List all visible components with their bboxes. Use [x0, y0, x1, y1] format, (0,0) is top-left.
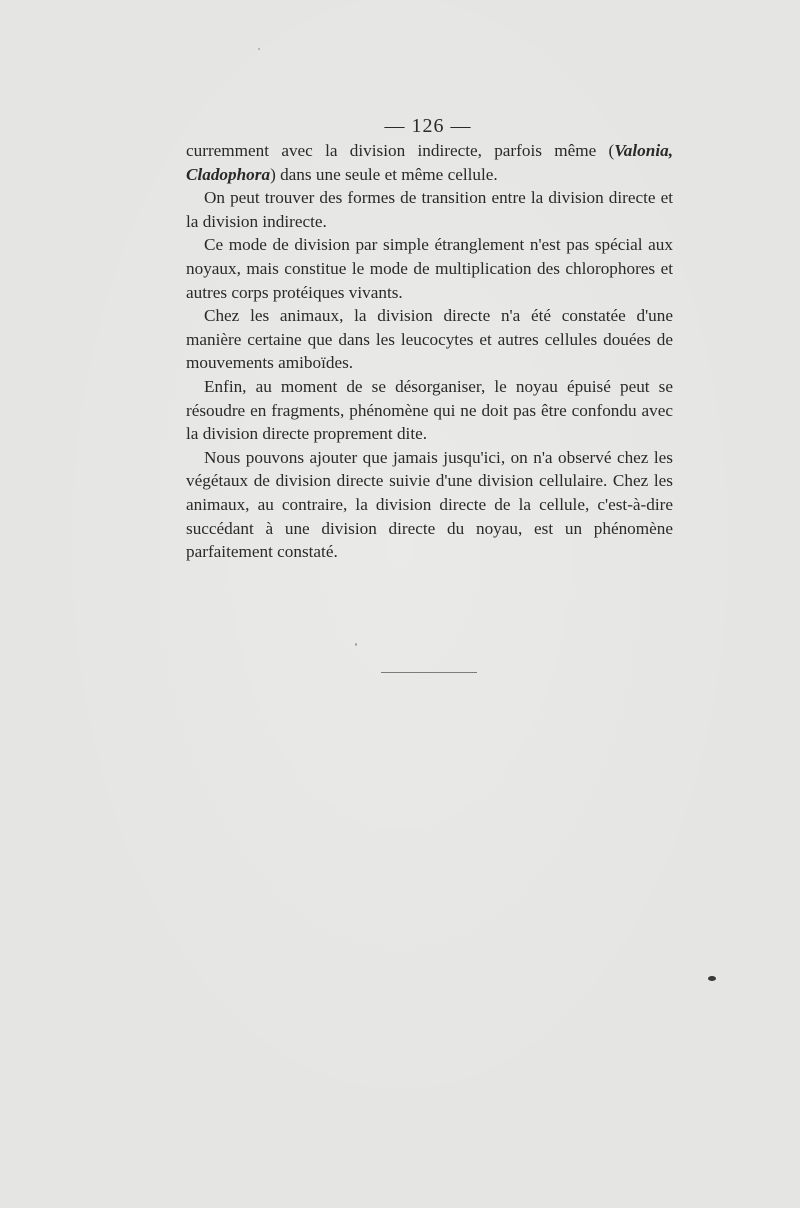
paragraph-2: On peut trouver des formes de transition entre la division directe et la division indirecte. [186, 188, 673, 231]
paragraph-1-text-before: curremment avec la division indirecte, parfois même ( [186, 141, 615, 160]
paragraph-6: Nous pouvons ajouter que jamais jusqu'ici, on n'a observé chez les végétaux de division directe suivie d'une division cellulaire. Chez les animaux, au contraire, la division directe de la cellule, c'est-à-dire succédant à une division directe du noyau, est un phénomène parfaitement constaté. [186, 447, 673, 562]
ink-speck [708, 976, 716, 981]
ink-speck [258, 48, 260, 50]
page-number: — 126 — [384, 115, 472, 137]
ink-speck [355, 643, 357, 646]
body-text [186, 139, 673, 564]
paragraph-1-text-after: ) dans une seule et même cellule. [270, 164, 498, 184]
paragraph-4: Chez les animaux, la division directe n'a été constatée d'une manière certaine que dans les leucocytes et autres cellules douées de mouvements amiboïdes. [186, 306, 673, 373]
end-rule-divider [381, 672, 477, 673]
paragraph-1 [186, 139, 673, 186]
paragraph-3: Ce mode de division par simple étranglement n'est pas spécial aux noyaux, mais constitue le mode de multiplication des chlorophores et autres corps protéiques vivants. [186, 235, 673, 302]
paragraph-1-italic-names: Valonia, Cladophora [186, 141, 673, 184]
paragraph-5: Enfin, au moment de se désorganiser, le noyau épuisé peut se résoudre en fragments, phénomène qui ne doit pas être confondu avec la division directe proprement dite. [186, 376, 673, 444]
